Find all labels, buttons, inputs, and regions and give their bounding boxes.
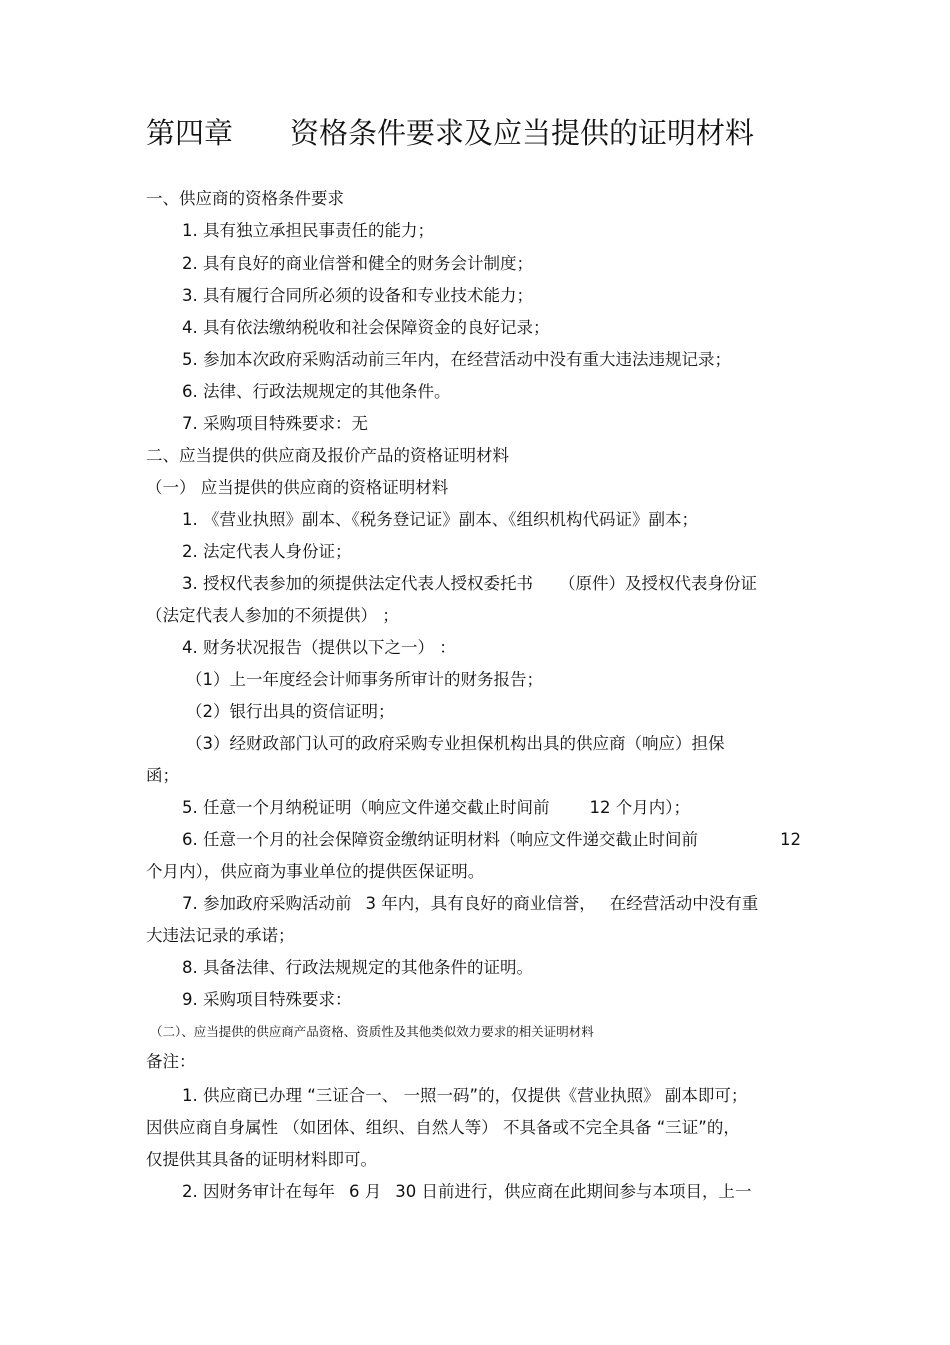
section2-item-3-part1: 3. 授权代表参加的须提供法定代表人授权委托书 xyxy=(182,574,533,593)
chapter-title xyxy=(146,113,754,153)
section1-item-3: 3. 具有履行合同所必须的设备和专业技术能力； xyxy=(182,286,533,305)
section2-item-6-number: 12 xyxy=(780,830,801,849)
section2-heading: 二、应当提供的供应商及报价产品的资格证明材料 xyxy=(146,446,509,465)
subsection1-heading: （一） 应当提供的供应商的资格证明材料 xyxy=(146,478,449,497)
section2-item-3-line1 xyxy=(182,572,757,596)
section1-item-1: 1. 具有独立承担民事责任的能力； xyxy=(182,221,434,240)
section1-heading: 一、供应商的资格条件要求 xyxy=(146,189,344,208)
remark-1-line1: 1. 供应商已办理 “三证合一、 一照一码”的，仅提供《营业执照》 副本即可； xyxy=(182,1086,748,1105)
remarks-heading: 备注： xyxy=(146,1052,196,1071)
section2-item-2: 2. 法定代表人身份证； xyxy=(182,542,352,561)
section2-item-4-3-line1: （3）经财政部门认可的政府采购专业担保机构出具的供应商（响应）担保 xyxy=(186,734,725,753)
section2-item-4-2: （2）银行出具的资信证明； xyxy=(186,702,395,721)
section2-item-5-part1: 5. 任意一个月纳税证明（响应文件递交截止时间前 xyxy=(182,798,550,817)
section1-item-6: 6. 法律、行政法规规定的其他条件。 xyxy=(182,382,451,401)
remark-2-line1 xyxy=(182,1180,752,1204)
section2-item-1: 1. 《营业执照》副本、《税务登记证》副本、《组织机构代码证》副本； xyxy=(182,510,698,529)
chapter-number: 第四章 xyxy=(146,116,234,150)
remark-1-line3: 仅提供其具备的证明材料即可。 xyxy=(146,1150,377,1169)
section2-item-4: 4. 财务状况报告（提供以下之一） ： xyxy=(182,638,456,657)
section2-item-7-line1 xyxy=(182,892,758,916)
section2-item-7-line2: 大违法记录的承诺； xyxy=(146,926,295,945)
section2-item-6-line1: 6. 任意一个月的社会保障资金缴纳证明材料（响应文件递交截止时间前 xyxy=(182,830,698,849)
section2-item-9: 9. 采购项目特殊要求： xyxy=(182,990,352,1009)
section2-item-6-line2: 个月内），供应商为事业单位的提供医保证明。 xyxy=(146,862,485,881)
section2-item-8: 8. 具备法律、行政法规规定的其他条件的证明。 xyxy=(182,958,533,977)
section2-item-3-part2: （原件）及授权代表身份证 xyxy=(559,574,757,593)
section1-item-7: 7. 采购项目特殊要求：无 xyxy=(182,414,368,433)
section1-item-2: 2. 具有良好的商业信誉和健全的财务会计制度； xyxy=(182,254,533,273)
remark-2-part1: 2. 因财务审计在每年 xyxy=(182,1182,335,1201)
section2-item-7-part3: 在经营活动中没有重 xyxy=(609,894,759,913)
section2-item-4-3-line2: 函； xyxy=(146,766,179,785)
section1-item-5: 5. 参加本次政府采购活动前三年内，在经营活动中没有重大违法违规记录； xyxy=(182,350,731,369)
section2-item-7-part2: 3 年内，具有良好的商业信誉， xyxy=(365,894,596,913)
subsection2-heading: （二）、应当提供的供应商产品资格、资质性及其他类似效力要求的相关证明材料 xyxy=(150,1024,594,1039)
section2-item-7-part1: 7. 参加政府采购活动前 xyxy=(182,894,352,913)
section2-item-4-1: （1）上一年度经会计师事务所审计的财务报告； xyxy=(186,670,543,689)
remark-2-part3: 30 日前进行，供应商在此期间参与本项目，上一 xyxy=(395,1182,752,1201)
chapter-title-text: 资格条件要求及应当提供的证明材料 xyxy=(290,116,755,150)
remark-2-part2: 6 月 xyxy=(349,1182,382,1201)
remark-1-line2: 因供应商自身属性 （如团体、组织、自然人等） 不具备或不完全具备 “三证”的， xyxy=(146,1118,740,1137)
section1-item-4: 4. 具有依法缴纳税收和社会保障资金的良好记录； xyxy=(182,318,550,337)
section2-item-5-part2: 12 个月内）； xyxy=(589,798,690,817)
section2-item-3-line2: （法定代表人参加的不须提供） ； xyxy=(146,606,399,625)
section2-item-5 xyxy=(182,796,690,820)
